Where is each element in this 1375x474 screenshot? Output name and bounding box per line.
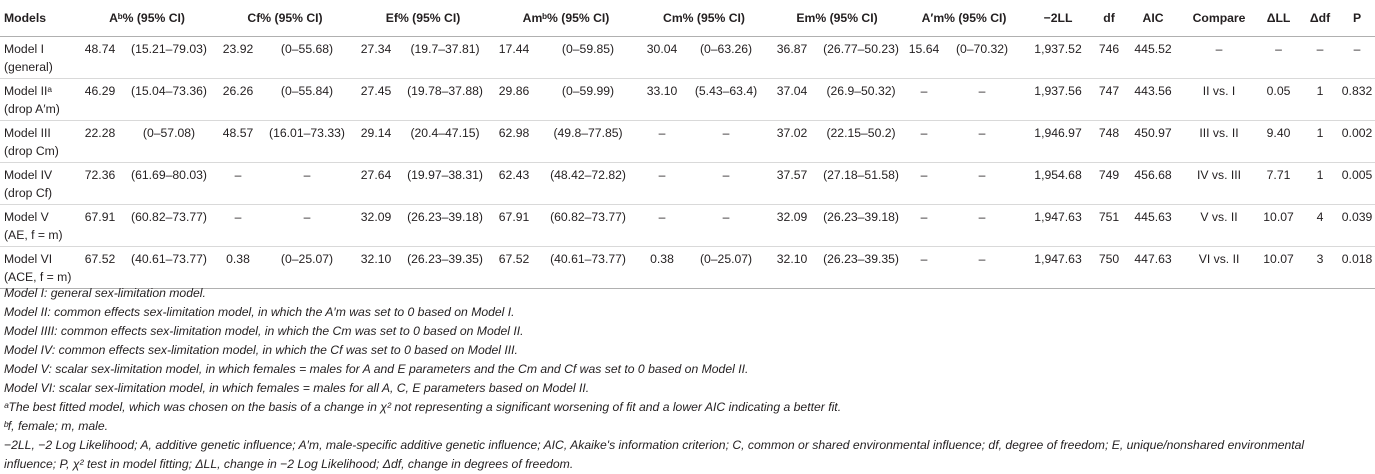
col-header: Compare bbox=[1182, 0, 1256, 37]
col-header: Em% (95% CI) bbox=[768, 0, 906, 37]
table-cell: 747 bbox=[1098, 84, 1120, 98]
table-cell: 1,947.63 bbox=[1034, 210, 1082, 224]
table-cell: (0–55.68) bbox=[280, 42, 334, 56]
model-name-cell bbox=[0, 79, 78, 121]
model-description: (drop Cf) bbox=[4, 186, 53, 200]
table-cell: – bbox=[658, 210, 666, 224]
table-cell: (26.77–50.23) bbox=[823, 42, 899, 56]
model-name-cell bbox=[0, 205, 78, 247]
table-cell: 0.005 bbox=[1341, 168, 1373, 182]
table-cell: (26.23–39.18) bbox=[823, 210, 899, 224]
table-cell: 1 bbox=[1316, 84, 1324, 98]
table-cell: (0–59.99) bbox=[561, 84, 615, 98]
table-cell: 48.74 bbox=[84, 42, 116, 56]
table-cell: – bbox=[234, 210, 242, 224]
table-row bbox=[0, 37, 1375, 79]
col-header: A′m% (95% CI) bbox=[906, 0, 1022, 37]
col-header: AIC bbox=[1124, 0, 1182, 37]
table-cell: 447.63 bbox=[1134, 252, 1172, 266]
table-cell: 0.039 bbox=[1341, 210, 1373, 224]
table-cell: (0–63.26) bbox=[699, 42, 753, 56]
footnote: ᵇf, female; m, male. bbox=[4, 419, 109, 433]
table-row bbox=[0, 163, 1375, 205]
table-cell: (16.01–73.33) bbox=[269, 126, 345, 140]
table-cell: 67.91 bbox=[84, 210, 116, 224]
table-cell: 15.64 bbox=[908, 42, 940, 56]
table-cell: 7.71 bbox=[1266, 168, 1291, 182]
table-cell: (20.4–47.15) bbox=[410, 126, 480, 140]
table-cell: (26.9–50.32) bbox=[826, 84, 896, 98]
table-cell: 36.87 bbox=[776, 42, 808, 56]
table-cell: (15.04–73.36) bbox=[131, 84, 207, 98]
table-footnotes bbox=[4, 284, 1354, 474]
table-cell: 1,937.56 bbox=[1034, 84, 1082, 98]
table-cell: 29.86 bbox=[498, 84, 530, 98]
table-cell: – bbox=[920, 168, 928, 182]
table-cell: 67.52 bbox=[498, 252, 530, 266]
model-name-cell bbox=[0, 37, 78, 79]
table-cell: 0.38 bbox=[650, 252, 674, 266]
table-cell: – bbox=[234, 168, 242, 182]
table-cell: – bbox=[978, 252, 986, 266]
model-name-cell bbox=[0, 163, 78, 205]
table-cell: 748 bbox=[1098, 126, 1120, 140]
table-cell: (26.23–39.35) bbox=[407, 252, 483, 266]
table-cell: – bbox=[658, 126, 666, 140]
model-description: (drop Cm) bbox=[4, 144, 59, 158]
table-cell: – bbox=[722, 168, 730, 182]
table-cell: 27.45 bbox=[360, 84, 392, 98]
footnote: Model II: common effects sex-limitation model, in which the A′m was set to 0 based on Model I. bbox=[4, 305, 515, 319]
table-cell: (19.78–37.88) bbox=[407, 84, 483, 98]
footnote: −2LL, −2 Log Likelihood; A, additive genetic influence; A′m, male-specific additive genetic influence; AIC, Akaike's information criterion; C, common or shared environmental influence; df, degree of freedom; E, unique/nonshared environmental influence; P, χ² test in model fitting; ΔLL, change in −2 Log Likelihood; Δdf, change in degrees of freedom. bbox=[4, 438, 1305, 471]
table-cell: 46.29 bbox=[84, 84, 116, 98]
table-cell: 9.40 bbox=[1266, 126, 1291, 140]
table-cell: 29.14 bbox=[360, 126, 392, 140]
table-cell: 450.97 bbox=[1134, 126, 1172, 140]
table-cell: 1,946.97 bbox=[1034, 126, 1082, 140]
table-cell: 33.10 bbox=[646, 84, 678, 98]
table-cell: 17.44 bbox=[498, 42, 530, 56]
table-cell: 1 bbox=[1316, 168, 1324, 182]
table-cell: – bbox=[1215, 42, 1223, 56]
table-cell: (22.15–50.2) bbox=[826, 126, 896, 140]
table-cell: (5.43–63.4) bbox=[694, 84, 758, 98]
table-cell: 23.92 bbox=[222, 42, 254, 56]
table-cell: 1 bbox=[1316, 126, 1324, 140]
table-cell: 62.43 bbox=[498, 168, 530, 182]
footnote: Model I: general sex-limitation model. bbox=[4, 286, 206, 300]
table-cell: 67.91 bbox=[498, 210, 530, 224]
table-cell: (26.23–39.18) bbox=[407, 210, 483, 224]
model-name: Model III bbox=[4, 126, 51, 140]
table-cell: – bbox=[1316, 42, 1324, 56]
table-cell: – bbox=[920, 252, 928, 266]
col-header: ΔLL bbox=[1256, 0, 1301, 37]
footnote: Model VI: scalar sex-limitation model, in which females = males for all A, C, E parameters based on Model II. bbox=[4, 381, 590, 395]
table-cell: 32.09 bbox=[360, 210, 392, 224]
table-cell: (60.82–73.77) bbox=[550, 210, 626, 224]
table-cell: 445.63 bbox=[1134, 210, 1172, 224]
table-cell: – bbox=[978, 210, 986, 224]
table-cell: (0–55.84) bbox=[280, 84, 334, 98]
col-header: −2LL bbox=[1022, 0, 1094, 37]
table-cell: 751 bbox=[1098, 210, 1120, 224]
table-cell: – bbox=[978, 126, 986, 140]
table-cell: (61.69–80.03) bbox=[131, 168, 207, 182]
table-cell: – bbox=[920, 210, 928, 224]
table-cell: IV vs. III bbox=[1197, 168, 1242, 182]
table-cell: II vs. I bbox=[1202, 84, 1236, 98]
model-name-cell bbox=[0, 247, 78, 289]
model-description: (ACE, f = m) bbox=[4, 270, 72, 284]
table-cell: 37.04 bbox=[776, 84, 808, 98]
model-name: Model IV bbox=[4, 168, 53, 182]
table-cell: – bbox=[978, 168, 986, 182]
table-cell: 0.05 bbox=[1266, 84, 1291, 98]
table-cell: (0–70.32) bbox=[955, 42, 1009, 56]
col-header: df bbox=[1094, 0, 1124, 37]
table-cell: 0.018 bbox=[1341, 252, 1373, 266]
table-cell: (0–25.07) bbox=[699, 252, 753, 266]
table-cell: 750 bbox=[1098, 252, 1120, 266]
table-cell: – bbox=[1275, 42, 1282, 56]
model-name: Model V bbox=[4, 210, 49, 224]
table-cell: (60.82–73.77) bbox=[131, 210, 207, 224]
table-cell: 3 bbox=[1316, 252, 1324, 266]
table-cell: – bbox=[303, 168, 311, 182]
col-header: P bbox=[1339, 0, 1375, 37]
table-cell: (19.7–37.81) bbox=[410, 42, 480, 56]
table-cell: III vs. II bbox=[1199, 126, 1239, 140]
table-cell: (15.21–79.03) bbox=[131, 42, 207, 56]
table-cell: 10.07 bbox=[1263, 210, 1294, 224]
table-row bbox=[0, 79, 1375, 121]
model-name-cell bbox=[0, 121, 78, 163]
table-cell: (0–57.08) bbox=[142, 126, 196, 140]
table-cell: 0.38 bbox=[226, 252, 250, 266]
table-cell: 67.52 bbox=[84, 252, 116, 266]
table-cell: VI vs. II bbox=[1198, 252, 1240, 266]
col-header: Amᵇ% (95% CI) bbox=[492, 0, 640, 37]
table-cell: 37.02 bbox=[776, 126, 808, 140]
model-description: (drop A′m) bbox=[4, 102, 60, 116]
table-cell: 32.09 bbox=[776, 210, 808, 224]
table-cell: – bbox=[920, 84, 928, 98]
table-cell: (40.61–73.77) bbox=[131, 252, 207, 266]
table-cell: 0.832 bbox=[1341, 84, 1373, 98]
table-cell: 22.28 bbox=[84, 126, 116, 140]
table-cell: – bbox=[658, 168, 666, 182]
model-name: Model VI bbox=[4, 252, 53, 266]
model-description: (general) bbox=[4, 60, 53, 74]
table-cell: – bbox=[303, 210, 311, 224]
table-cell: 62.98 bbox=[498, 126, 530, 140]
table-cell: (0–25.07) bbox=[280, 252, 334, 266]
footnote: Model V: scalar sex-limitation model, in which females = males for A and E parameters and the Cm and Cf was set to 0 based on Model II. bbox=[4, 362, 749, 376]
footnote: Model IV: common effects sex-limitation model, in which the Cf was set to 0 based on Model III. bbox=[4, 343, 518, 357]
col-header: Δdf bbox=[1301, 0, 1339, 37]
col-header: Ef% (95% CI) bbox=[354, 0, 492, 37]
table-row bbox=[0, 121, 1375, 163]
table-cell: 10.07 bbox=[1263, 252, 1294, 266]
table-cell: 746 bbox=[1098, 42, 1120, 56]
col-header: Cf% (95% CI) bbox=[216, 0, 354, 37]
table-cell: (27.18–51.58) bbox=[823, 168, 899, 182]
table-cell: 48.57 bbox=[222, 126, 254, 140]
footnote: ᵃThe best fitted model, which was chosen on the basis of a change in χ² not representing a significant worsening of fit and a lower AIC indicating a better fit. bbox=[4, 400, 842, 414]
model-description: (AE, f = m) bbox=[4, 228, 63, 242]
table-cell: 27.34 bbox=[360, 42, 392, 56]
table-cell: (48.42–72.82) bbox=[550, 168, 626, 182]
table-cell: 1,947.63 bbox=[1034, 252, 1082, 266]
table-cell: – bbox=[722, 210, 730, 224]
table-cell: 1,937.52 bbox=[1034, 42, 1082, 56]
table-cell: 37.57 bbox=[776, 168, 808, 182]
table-cell: 32.10 bbox=[360, 252, 392, 266]
table-cell: V vs. II bbox=[1200, 210, 1238, 224]
col-header: Aᵇ% (95% CI) bbox=[78, 0, 216, 37]
table-cell: 72.36 bbox=[84, 168, 116, 182]
table-cell: 30.04 bbox=[646, 42, 678, 56]
table-cell: 4 bbox=[1316, 210, 1324, 224]
table-cell: 26.26 bbox=[222, 84, 254, 98]
table-cell: (49.8–77.85) bbox=[553, 126, 623, 140]
table-cell: – bbox=[1353, 42, 1361, 56]
table-cell: 749 bbox=[1098, 168, 1120, 182]
table-cell: (0–59.85) bbox=[561, 42, 615, 56]
table-cell: 27.64 bbox=[360, 168, 392, 182]
table-cell: (19.97–38.31) bbox=[407, 168, 483, 182]
table-cell: – bbox=[920, 126, 928, 140]
table-cell: 456.68 bbox=[1134, 168, 1172, 182]
table-cell: 445.52 bbox=[1134, 42, 1172, 56]
col-header: Cm% (95% CI) bbox=[640, 0, 768, 37]
table-cell: 443.56 bbox=[1134, 84, 1172, 98]
table-cell: (40.61–73.77) bbox=[550, 252, 626, 266]
table-cell: 32.10 bbox=[776, 252, 808, 266]
table-row bbox=[0, 205, 1375, 247]
model-name: Model IIᵃ bbox=[4, 84, 52, 98]
table-cell: 1,954.68 bbox=[1034, 168, 1082, 182]
model-name: Model I bbox=[4, 42, 44, 56]
table-cell: – bbox=[722, 126, 730, 140]
table-cell: 0.002 bbox=[1341, 126, 1373, 140]
footnote: Model IIII: common effects sex-limitation model, in which the Cm was set to 0 based on Model II. bbox=[4, 324, 524, 338]
col-header: Models bbox=[0, 0, 78, 37]
table-row bbox=[0, 247, 1375, 289]
table-cell: – bbox=[978, 84, 986, 98]
table-cell: (26.23–39.35) bbox=[823, 252, 899, 266]
header-row bbox=[0, 0, 1375, 37]
